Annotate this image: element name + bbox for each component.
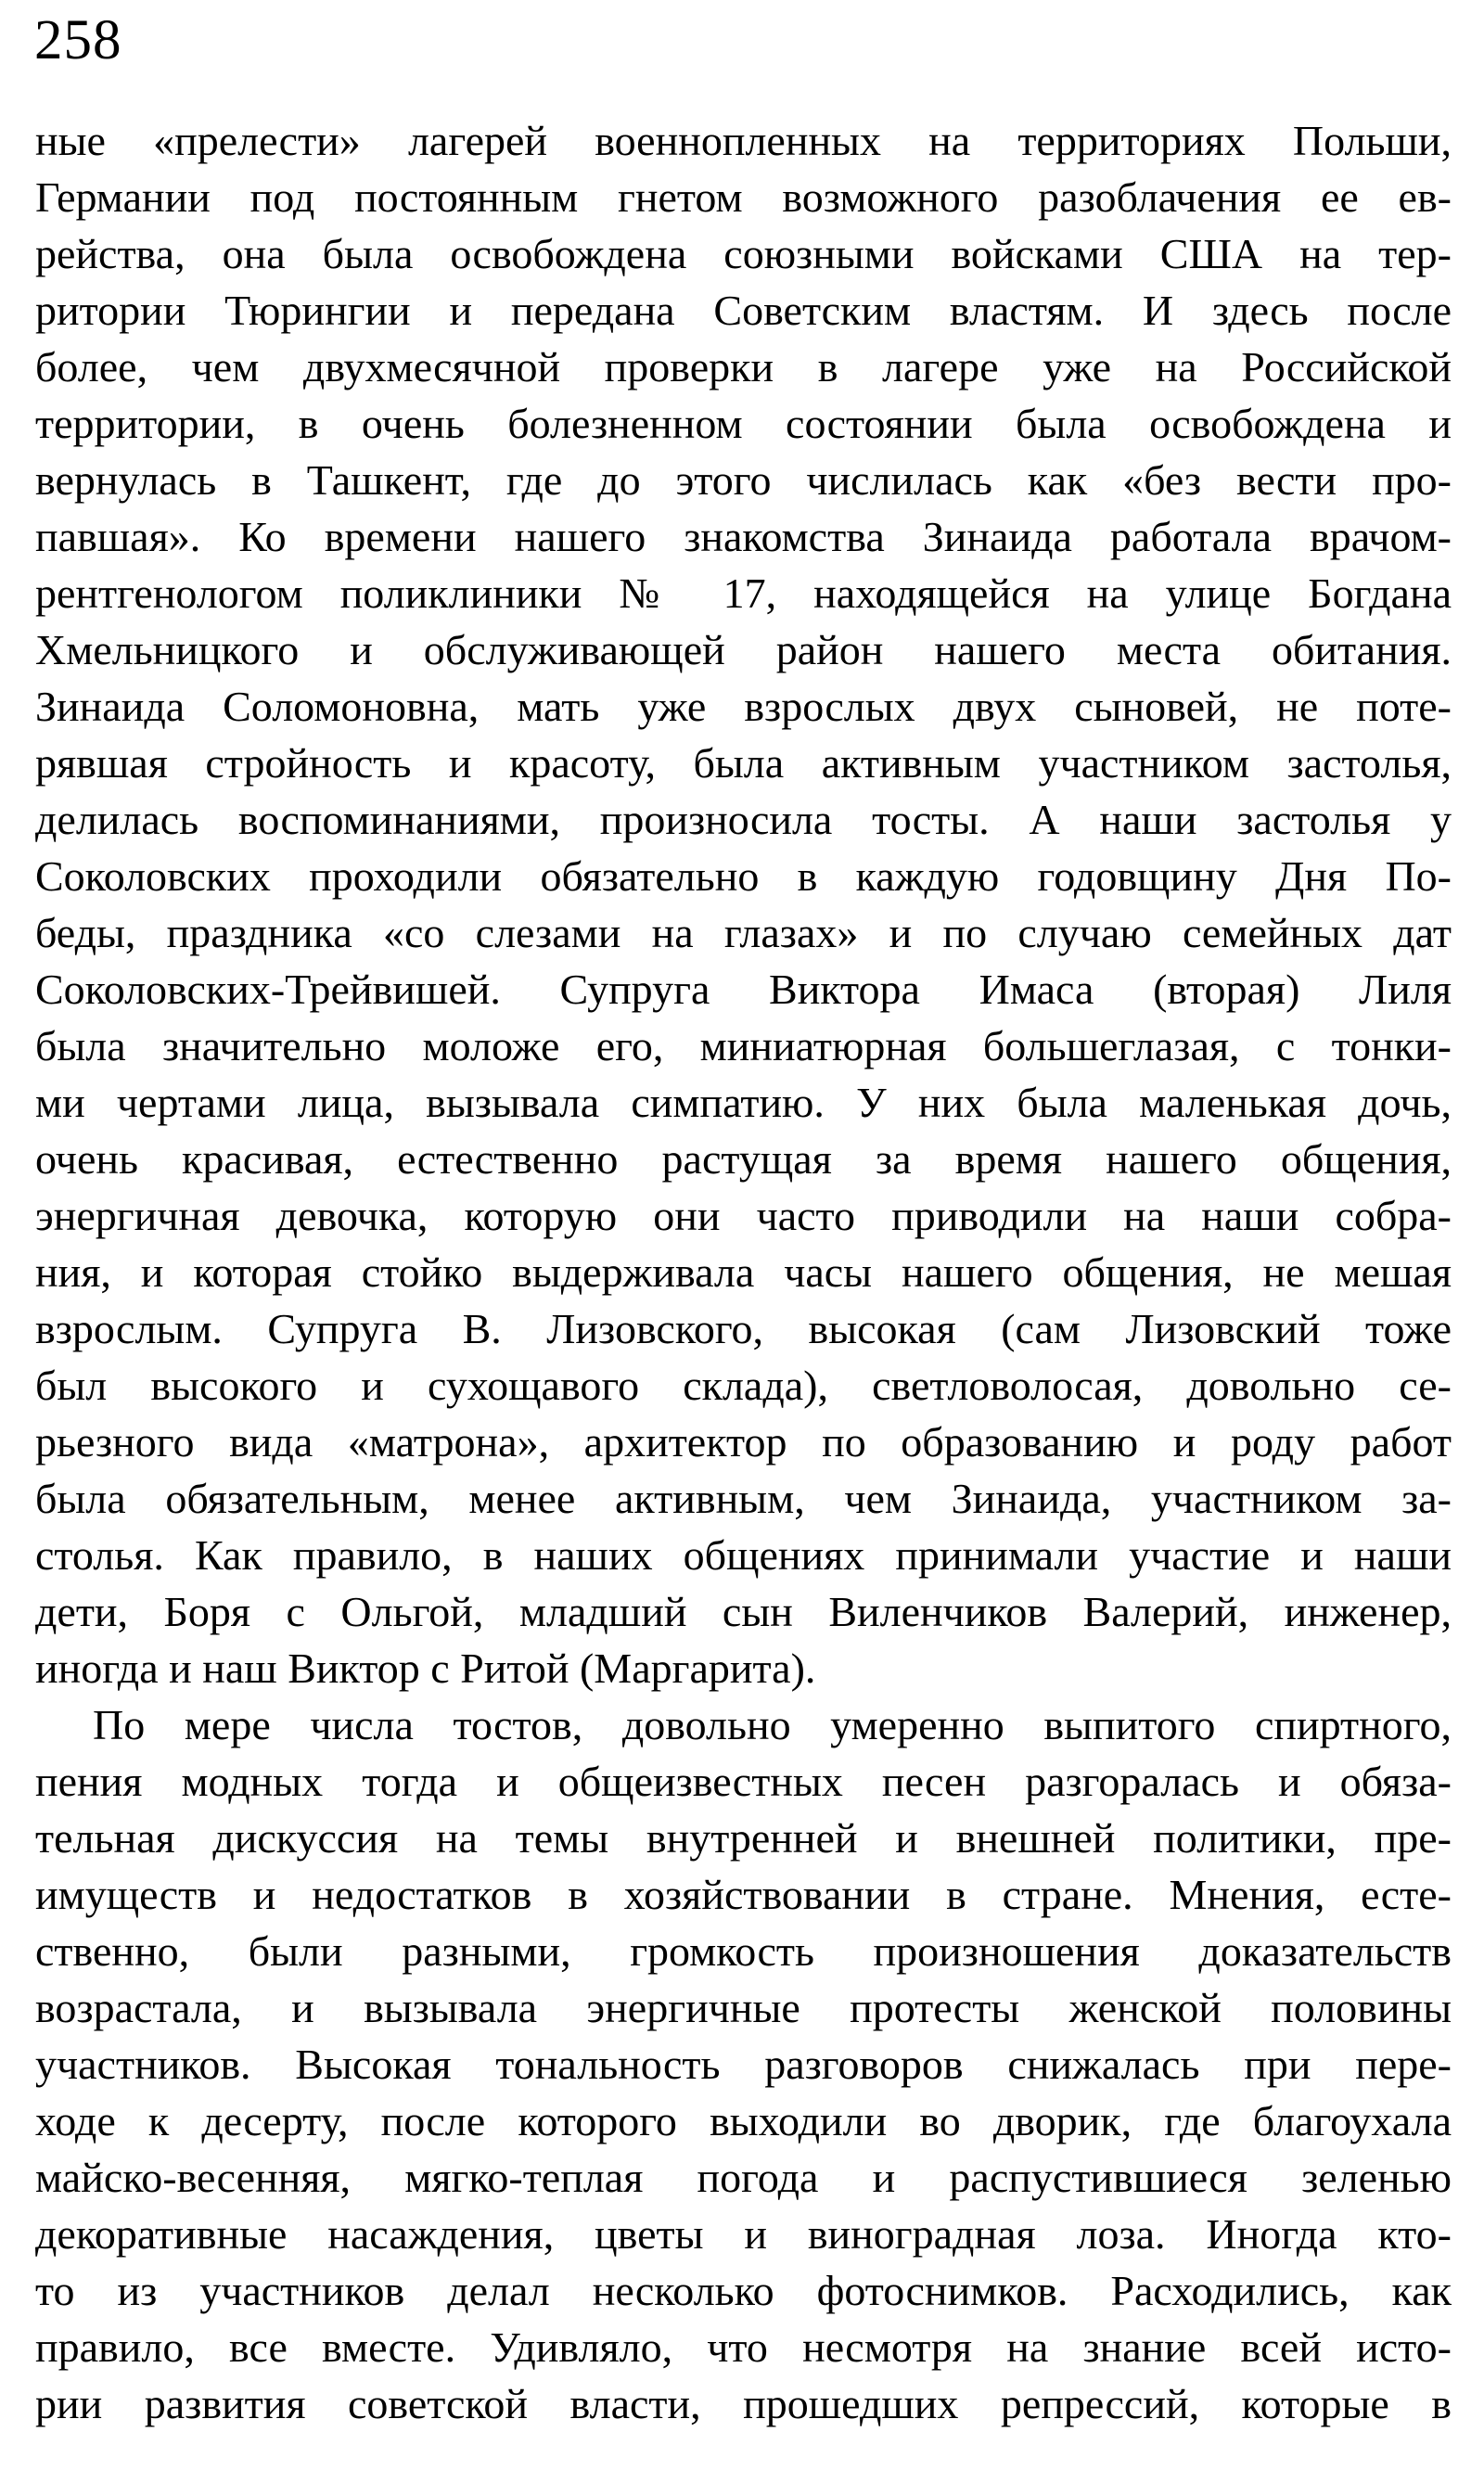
text-line: более, чем двухмесячной проверки в лагере уже на Российской [35, 343, 1452, 390]
text-line: энергичная девочка, которую они часто приводили на наши собра- [35, 1192, 1452, 1239]
text-line: Соколовских проходили обязательно в каждую годовщину Дня По- [35, 852, 1452, 900]
text-line: рентгенологом поликлиники № 17, находящейся на улице Богдана [35, 570, 1452, 617]
text-line: правило, все вместе. Удивляло, что несмотря на знание всей исто- [35, 2323, 1452, 2371]
text-line: ственно, были разными, громкость произношения доказательств [35, 1927, 1452, 1975]
text-line: Зинаида Соломоновна, мать уже взрослых двух сыновей, не поте- [35, 683, 1452, 730]
text-line: то из участников делал несколько фотоснимков. Расходились, как [35, 2267, 1452, 2314]
text-line: декоративные насаждения, цветы и виноградная лоза. Иногда кто- [35, 2210, 1452, 2258]
text-line: Соколовских-Трейвишей. Супруга Виктора Имаса (вторая) Лиля [35, 966, 1452, 1013]
text-line: делилась воспоминаниями, произносила тосты. А наши застолья у [35, 796, 1452, 843]
text-line: ритории Тюрингии и передана Советским властям. И здесь после [35, 287, 1452, 334]
text-line: ми чертами лица, вызывала симпатию. У них была маленькая дочь, [35, 1079, 1452, 1126]
text-line: участников. Высокая тональность разговоров снижалась при пере- [35, 2041, 1452, 2088]
text-line: столья. Как правило, в наших общениях принимали участие и наши [35, 1531, 1452, 1579]
text-line: ходе к десерту, после которого выходили во дворик, где благоухала [35, 2097, 1452, 2144]
text-line: рявшая стройность и красоту, была активным участником застолья, [35, 739, 1452, 787]
text-line: майско-весенняя, мягко-теплая погода и распустившиеся зеленью [35, 2154, 1452, 2201]
text-line: взрослым. Супруга В. Лизовского, высокая (сам Лизовский тоже [35, 1305, 1452, 1352]
text-line: имуществ и недостатков в хозяйствовании в стране. Мнения, есте- [35, 1871, 1452, 1918]
text-line: пения модных тогда и общеизвестных песен разгоралась и обяза- [35, 1758, 1452, 1805]
text-line: тельная дискуссия на темы внутренней и внешней политики, пре- [35, 1814, 1452, 1862]
text-line: была обязательным, менее активным, чем Зинаида, участником за- [35, 1475, 1452, 1522]
text-line: павшая». Ко времени нашего знакомства Зинаида работала врачом- [35, 513, 1452, 560]
text-line: Хмельницкого и обслуживающей район нашего места обитания. [35, 626, 1452, 673]
text-line: рьезного вида «матрона», архитектор по образованию и роду работ [35, 1418, 1452, 1465]
page-number: 258 [34, 9, 122, 71]
text-line: ния, и которая стойко выдерживала часы нашего общения, не мешая [35, 1248, 1452, 1296]
text-line: вернулась в Ташкент, где до этого числилась как «без вести про- [35, 456, 1452, 504]
text-line: беды, праздника «со слезами на глазах» и по случаю семейных дат [35, 909, 1452, 956]
text-line: ные «прелести» лагерей военнопленных на территориях Польши, [35, 117, 1452, 164]
text-line: дети, Боря с Ольгой, младший сын Виленчиков Валерий, инженер, [35, 1588, 1452, 1635]
text-line: был высокого и сухощавого склада), светловолосая, довольно се- [35, 1362, 1452, 1409]
text-line: рейства, она была освобождена союзными войсками США на тер- [35, 230, 1452, 277]
text-line: территории, в очень болезненном состоянии была освобождена и [35, 400, 1452, 447]
text-line: возрастала, и вызывала энергичные протесты женской половины [35, 1984, 1452, 2031]
text-line: По мере числа тостов, довольно умеренно выпитого спиртного, [93, 1701, 1452, 1748]
text-line: была значительно моложе его, миниатюрная большеглазая, с тонки- [35, 1022, 1452, 1069]
text-line: иногда и наш Виктор с Ритой (Маргарита). [35, 1645, 816, 1692]
text-line: рии развития советской власти, прошедших репрессий, которые в [35, 2380, 1452, 2427]
text-line: Германии под постоянным гнетом возможного разоблачения ее ев- [35, 173, 1452, 221]
text-line: очень красивая, естественно растущая за время нашего общения, [35, 1135, 1452, 1183]
body-text [35, 112, 1452, 2432]
